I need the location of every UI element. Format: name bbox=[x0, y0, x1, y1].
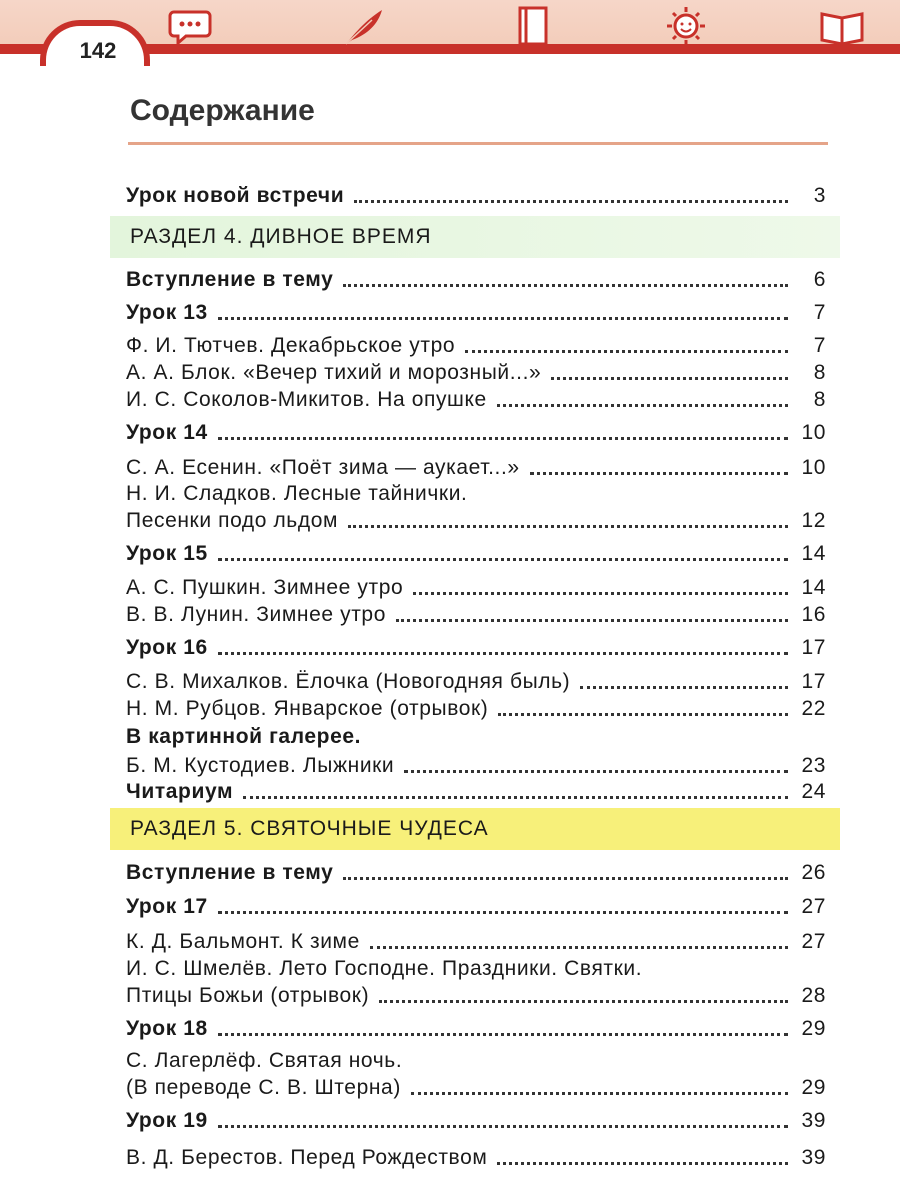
book-icon bbox=[510, 6, 554, 46]
toc-row: Н. И. Сладков. Лесные тайнички. bbox=[126, 482, 468, 505]
toc-row: Урок новой встречи 3 bbox=[126, 184, 826, 207]
toc-row: В картинной галерее. bbox=[126, 725, 362, 748]
speech-bubble-icon bbox=[168, 6, 212, 46]
section-header-4: РАЗДЕЛ 4. ДИВНОЕ ВРЕМЯ bbox=[110, 216, 840, 258]
toc-row: Читариум 24 bbox=[126, 780, 826, 803]
toc-row: А. С. Пушкин. Зимнее утро 14 bbox=[126, 576, 826, 599]
toc-row: Урок 16 17 bbox=[126, 636, 826, 659]
toc-row: В. Д. Берестов. Перед Рождеством 39 bbox=[126, 1146, 826, 1169]
feather-icon bbox=[342, 6, 386, 46]
toc-row: С. А. Есенин. «Поёт зима — аукает...» 10 bbox=[126, 456, 826, 479]
open-book-icon bbox=[820, 6, 864, 46]
toc-row: Урок 19 39 bbox=[126, 1109, 826, 1132]
toc-row: Н. М. Рубцов. Январское (отрывок) 22 bbox=[126, 697, 826, 720]
toc-row: Урок 14 10 bbox=[126, 421, 826, 444]
toc-row: С. В. Михалков. Ёлочка (Новогодняя быль) 17 bbox=[126, 670, 826, 693]
toc-row: Урок 13 7 bbox=[126, 301, 826, 324]
toc-row: И. С. Шмелёв. Лето Господне. Праздники. Святки. bbox=[126, 957, 643, 980]
toc-row: (В переводе С. В. Штерна) 29 bbox=[126, 1076, 826, 1099]
toc-row: С. Лагерлёф. Святая ночь. bbox=[126, 1049, 403, 1072]
toc-row: Вступление в тему 26 bbox=[126, 861, 826, 884]
toc-row: Вступление в тему 6 bbox=[126, 268, 826, 291]
toc-row: К. Д. Бальмонт. К зиме 27 bbox=[126, 930, 826, 953]
toc-row: Урок 18 29 bbox=[126, 1017, 826, 1040]
page-number: 142 bbox=[79, 38, 117, 63]
toc-row: Урок 15 14 bbox=[126, 542, 826, 565]
toc-row: В. В. Лунин. Зимнее утро 16 bbox=[126, 603, 826, 626]
section-header-5: РАЗДЕЛ 5. СВЯТОЧНЫЕ ЧУДЕСА bbox=[110, 808, 840, 850]
sun-icon bbox=[664, 6, 708, 46]
toc-row: Урок 17 27 bbox=[126, 895, 826, 918]
toc-row: И. С. Соколов-Микитов. На опушке 8 bbox=[126, 388, 826, 411]
page-title: Содержание bbox=[130, 94, 315, 127]
toc-row: Б. М. Кустодиев. Лыжники 23 bbox=[126, 754, 826, 777]
toc-row: Птицы Божьи (отрывок) 28 bbox=[126, 984, 826, 1007]
toc-row: А. А. Блок. «Вечер тихий и морозный...» 8 bbox=[126, 361, 826, 384]
title-divider bbox=[128, 142, 828, 145]
toc-row: Ф. И. Тютчев. Декабрьское утро 7 bbox=[126, 334, 826, 357]
toc-row: Песенки подо льдом 12 bbox=[126, 509, 826, 532]
